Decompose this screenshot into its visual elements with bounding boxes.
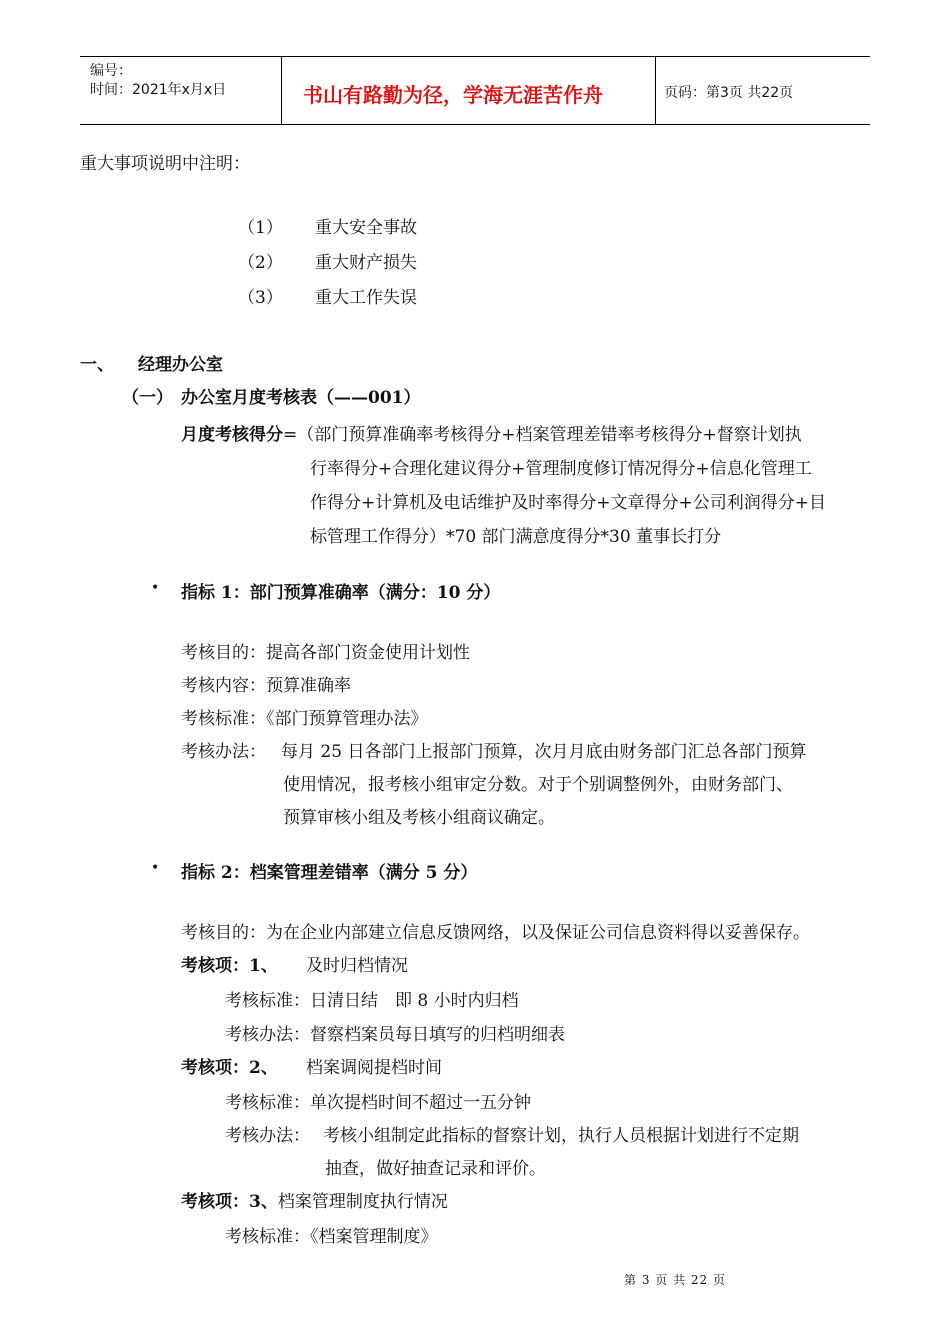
assessment-item-3 [181, 1187, 448, 1212]
assessment-item-standard: 考核标准：日清日结 即 8 小时内归档 [225, 991, 519, 1011]
section-title: 经理办公室 [138, 355, 223, 375]
indicator-1-method-line-2: 使用情况，报考核小组审定分数。对于个别调整例外，由财务部门、 [283, 775, 793, 795]
indicator-1-purpose: 考核目的：提高各部门资金使用计划性 [181, 643, 470, 663]
subsection-number: （一） [122, 388, 173, 408]
bullet-icon: • [151, 860, 160, 876]
indicator-1-title: 指标 1：部门预算准确率（满分：10 分） [181, 583, 501, 603]
assessment-item-label: 考核项：3、 [181, 1192, 278, 1212]
assessment-item-name: 及时归档情况 [306, 956, 408, 976]
formula-line-1: 月度考核得分=（部门预算准确率考核得分+档案管理差错率考核得分+督察计划执 [181, 425, 802, 445]
header-bottom-border [80, 124, 870, 125]
page-footer: 第 3 页 共 22 页 [624, 1273, 726, 1287]
indicator-2-title: 指标 2：档案管理差错率（满分 5 分） [181, 863, 478, 883]
subsection-title: 办公室月度考核表（——001） [181, 388, 421, 408]
intro-item-num: （2） [238, 253, 283, 273]
header-page-info: 页码：第3页 共22页 [664, 85, 794, 101]
intro-item-text: 重大工作失误 [315, 288, 417, 308]
header-time-label: 时间：2021年x月x日 [90, 82, 227, 98]
assessment-item-name: 档案调阅提档时间 [306, 1058, 442, 1078]
indicator-1-standard: 考核标准：《部门预算管理办法》 [181, 709, 428, 729]
indicator-1-method-line-1: 每月 25 日各部门上报部门预算，次月月底由财务部门汇总各部门预算 [281, 742, 807, 762]
intro-note: 重大事项说明中注明： [80, 154, 250, 174]
formula-line-4: 标管理工作得分）*70 部门满意度得分*30 董事长打分 [310, 527, 722, 547]
intro-item-num: （1） [238, 218, 283, 238]
assessment-item-standard: 考核标准：单次提档时间不超过一五分钟 [225, 1093, 531, 1113]
assessment-item-name: 档案管理制度执行情况 [277, 1192, 448, 1212]
assessment-item-method-line-2: 抽查，做好抽查记录和评价。 [325, 1159, 546, 1179]
intro-item-text: 重大安全事故 [315, 218, 417, 238]
assessment-item-method-line-1: 考核小组制定此指标的督察计划，执行人员根据计划进行不定期 [323, 1126, 799, 1146]
formula-label: 月度考核得分 [181, 425, 283, 445]
assessment-item-method: 考核办法：督察档案员每日填写的归档明细表 [225, 1025, 565, 1045]
bullet-icon: • [151, 580, 160, 596]
indicator-1-content: 考核内容：预算准确率 [181, 676, 351, 696]
section-number: 一、 [80, 355, 114, 375]
assessment-item-label: 考核项：1、 [181, 956, 278, 976]
intro-item-text: 重大财产损失 [315, 253, 417, 273]
header-divider-right [655, 56, 656, 125]
assessment-item-label: 考核项：2、 [181, 1058, 278, 1078]
intro-item-num: （3） [238, 288, 283, 308]
header-motto: 书山有路勤为径，学海无涯苦作舟 [303, 83, 603, 107]
formula-line-2: 行率得分+合理化建议得分+管理制度修订情况得分+信息化管理工 [310, 459, 812, 479]
header-top-border [80, 56, 870, 57]
assessment-item-standard: 考核标准：《档案管理制度》 [225, 1227, 438, 1247]
header-number-label: 编号： [90, 63, 132, 79]
assessment-item-method-label: 考核办法： [225, 1126, 310, 1146]
indicator-1-method-line-3: 预算审核小组及考核小组商议确定。 [283, 808, 555, 828]
indicator-2-purpose: 考核目的：为在企业内部建立信息反馈网络，以及保证公司信息资料得以妥善保存。 [181, 923, 810, 943]
indicator-1-method-label: 考核办法： [181, 742, 266, 762]
formula-line-3: 作得分+计算机及电话维护及时率得分+文章得分+公司利润得分+目 [310, 493, 826, 513]
header-divider-left [281, 56, 282, 125]
